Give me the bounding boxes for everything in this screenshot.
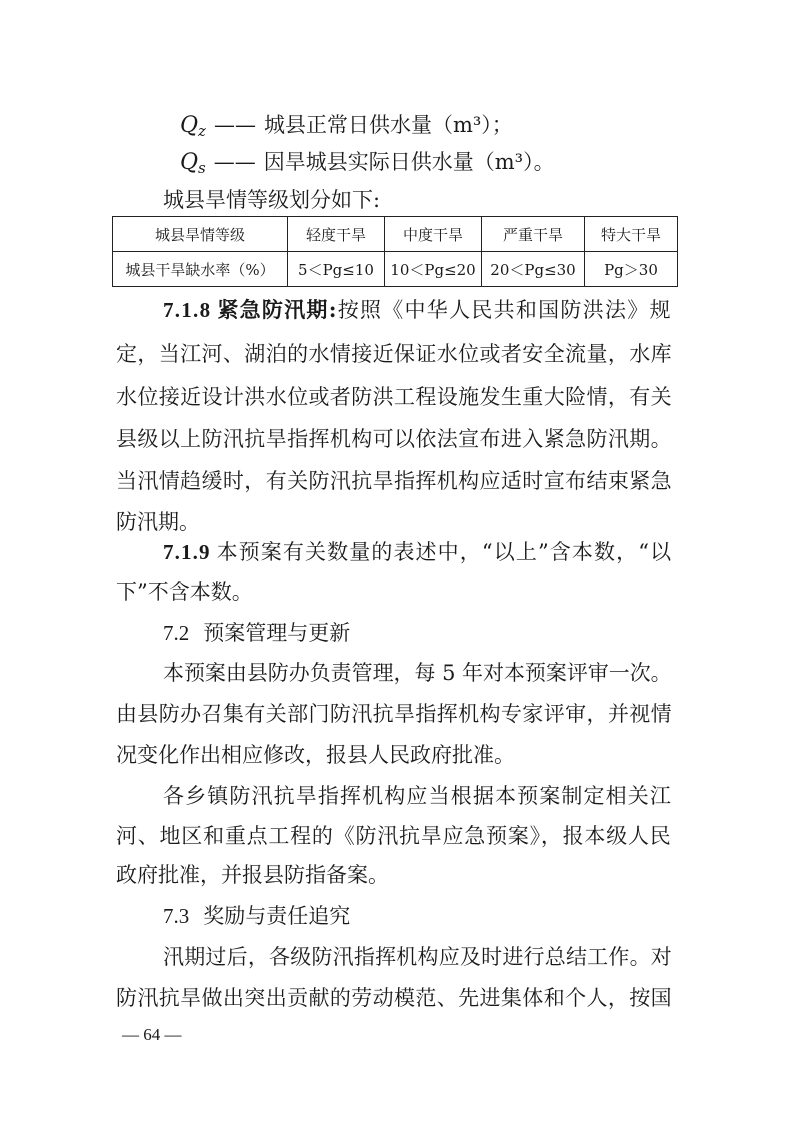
section-title: 奖励与责任追究	[203, 904, 351, 928]
formula-symbol: $Q_s$	[180, 150, 206, 177]
table-intro: 城县旱情等级划分如下:	[163, 188, 381, 212]
paragraph-line: 水位接近设计洪水位或者防洪工程设施发生重大险情，有关	[116, 385, 672, 409]
table-header-cell: 中度干旱	[385, 217, 482, 252]
paragraph-line: 防汛抗旱做出突出贡献的劳动模范、先进集体和个人，按国	[116, 986, 672, 1010]
table-row	[113, 252, 678, 287]
table-cell: Pg＞30	[585, 252, 678, 287]
paragraph-line: 下”不含本数。	[116, 580, 253, 604]
paragraph-line: 按照《中华人民共和国防洪法》规	[337, 298, 672, 322]
paragraph-line: 定，当江河、湖泊的水情接近保证水位或者安全流量，水库	[116, 342, 672, 366]
paragraph-line: 县级以上防汛抗旱指挥机构可以依法宣布进入紧急防汛期。	[116, 427, 672, 451]
section-7-2-heading	[163, 619, 350, 647]
table-header-cell: 城县旱情等级	[113, 217, 288, 252]
paragraph-line: 本预案有关数量的表述中，“以上”含本数，“以	[216, 540, 673, 564]
section-7-1-9-heading	[163, 538, 672, 566]
paragraph-line: 政府批准，并报县防指备案。	[116, 863, 389, 887]
table-cell: 10＜Pg≤20	[385, 252, 482, 287]
section-7-3-heading	[163, 902, 350, 930]
table-cell: 5＜Pg≤10	[288, 252, 385, 287]
section-number: 7.3	[163, 904, 190, 928]
section-title: 预案管理与更新	[203, 621, 351, 645]
section-number: 7.2	[163, 621, 190, 645]
formula-dash: ——	[213, 150, 256, 174]
section-number: 7.1.8	[163, 298, 212, 322]
formula-dash: ——	[213, 113, 256, 137]
table-cell: 20＜Pg≤30	[482, 252, 585, 287]
paragraph-line: 河、地区和重点工程的《防汛抗旱应急预案》，报本级人民	[116, 824, 672, 848]
formula-qz	[180, 111, 513, 145]
table-header-cell: 轻度干旱	[288, 217, 385, 252]
table-header-cell: 特大干旱	[585, 217, 678, 252]
paragraph-line: 况变化作出相应修改，报县人民政府批准。	[116, 743, 515, 767]
section-number: 7.1.9	[163, 540, 211, 564]
paragraph-line: 本预案由县防办负责管理，每 5 年对本预案评审一次。	[163, 661, 672, 685]
paragraph-line: 当汛情趋缓时，有关防汛抗旱指挥机构应适时宣布结束紧急	[116, 469, 672, 493]
paragraph-line: 汛期过后，各级防汛指挥机构应及时进行总结工作。对	[163, 945, 672, 969]
paragraph-line: 各乡镇防汛抗旱指挥机构应当根据本预案制定相关江	[163, 784, 672, 808]
table-header-row	[113, 217, 678, 252]
section-title: 紧急防汛期:	[217, 297, 338, 322]
paragraph-line: 由县防办召集有关部门防汛抗旱指挥机构专家评审，并视情	[116, 702, 672, 726]
table-cell: 城县干旱缺水率（%）	[113, 252, 288, 287]
section-7-1-8-heading	[163, 296, 672, 324]
formula-symbol: $Q_z$	[180, 113, 206, 140]
drought-grade-table	[112, 216, 678, 287]
table-header-cell: 严重干旱	[482, 217, 585, 252]
formula-description: 因旱城县实际日供水量（m³）。	[263, 150, 555, 174]
formula-description: 城县正常日供水量（m³）；	[263, 113, 513, 137]
page-number: — 64 —	[122, 1025, 182, 1044]
paragraph-line: 防汛期。	[116, 510, 200, 534]
formula-qs	[180, 148, 555, 182]
